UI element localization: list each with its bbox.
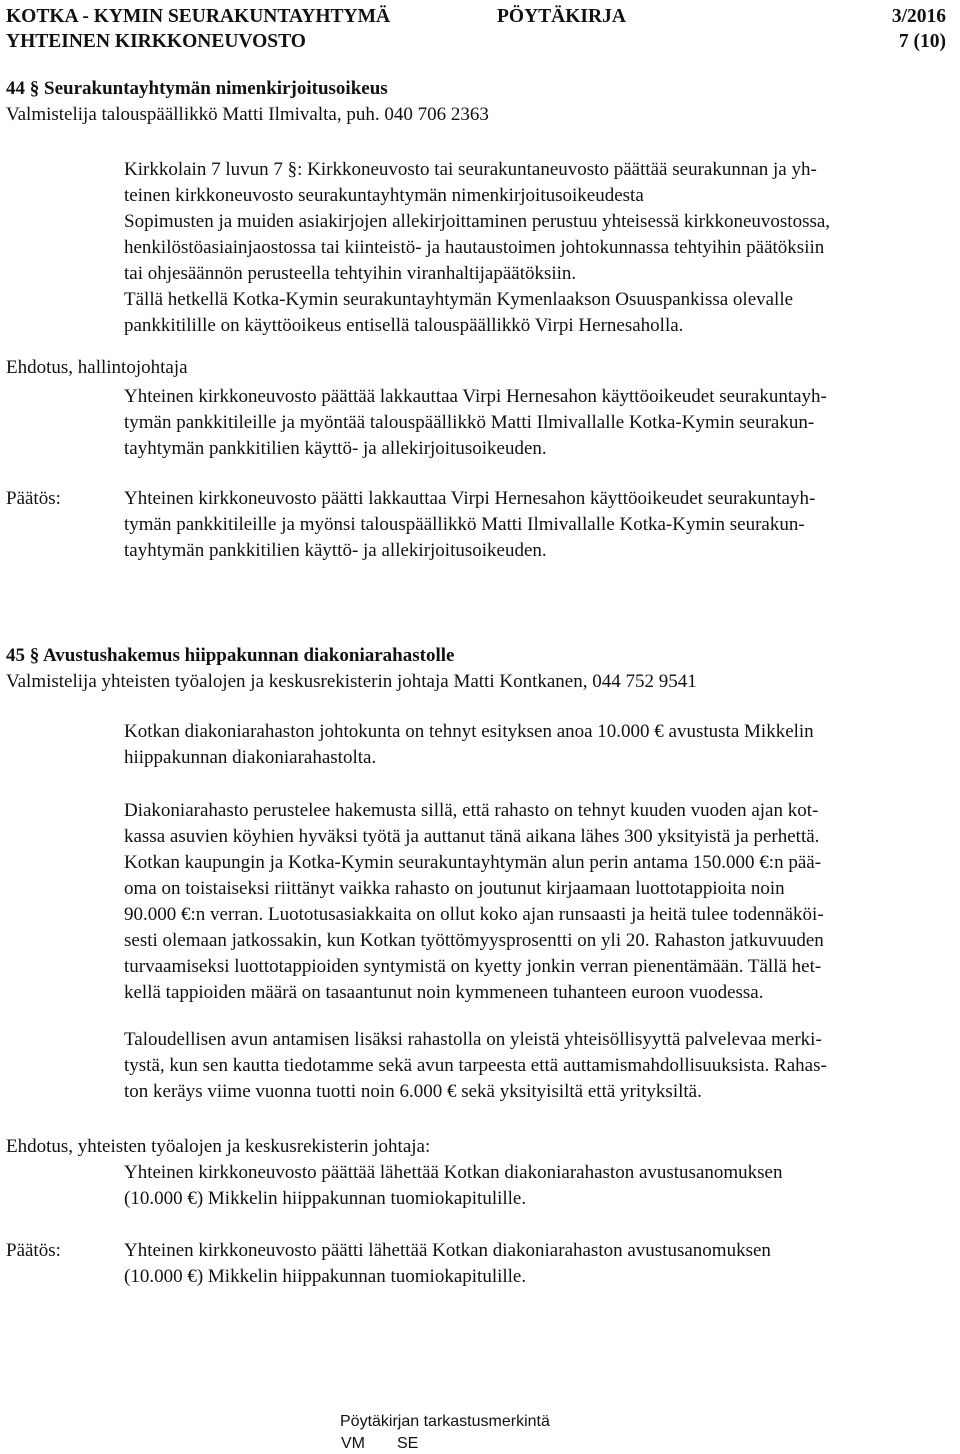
paragraph-line: oma on toistaiseksi riittänyt vaikka rahasto on joutunut kirjaamaan luottotappioita noin	[124, 878, 785, 899]
paragraph-line: 90.000 €:n verran. Luototusasiakkaita on ollut koko ajan runsaasti ja heitä tulee todennäköi-	[124, 904, 824, 925]
proposal-line: Yhteinen kirkkoneuvosto päättää lähettää Kotkan diakoniarahaston avustusanomuksen	[124, 1162, 783, 1183]
decision-line: Yhteinen kirkkoneuvosto päätti lakkauttaa Virpi Hernesahon käyttöoikeudet seurakuntayh-	[124, 488, 816, 509]
section-44-proposal-label: Ehdotus, hallintojohtaja	[6, 357, 188, 378]
paragraph-line: sesti olemaan jatkossakin, kun Kotkan työttömyysprosentti on yli 20. Rahaston jatkuvuuden	[124, 930, 824, 951]
section-45-title: 45 § Avustushakemus hiippakunnan diakoniarahastolle	[6, 645, 455, 666]
paragraph-line: tystä, kun sen kautta tiedotamme sekä avun tarpeesta että auttamismahdollisuuksista. Rahas-	[124, 1055, 827, 1076]
page-number: 7 (10)	[898, 31, 946, 52]
section-45-decision-label: Päätös:	[6, 1240, 61, 1261]
section-45-proposal-label: Ehdotus, yhteisten työalojen ja keskusrekisterin johtaja:	[6, 1136, 431, 1157]
section-45-decision	[124, 1238, 954, 1290]
proposal-line: (10.000 €) Mikkelin hiippakunnan tuomiokapitulille.	[124, 1188, 527, 1209]
footer-initials-2: SE	[397, 1435, 419, 1452]
paragraph-line: hiippakunnan diakoniarahastolta.	[124, 747, 377, 768]
paragraph-line: turvaamiseksi luottotappioiden syntymistä on kyetty jonkin verran pienentämään. Tällä het-	[124, 956, 822, 977]
decision-line: (10.000 €) Mikkelin hiippakunnan tuomiokapitulille.	[124, 1266, 527, 1287]
governing-body: YHTEINEN KIRKKONEUVOSTO	[6, 31, 306, 52]
body-line: Kirkkolain 7 luvun 7 §: Kirkkoneuvosto tai seurakuntaneuvosto päättää seurakunnan ja yh-	[124, 159, 817, 180]
footer-initials-1: VM	[341, 1435, 365, 1452]
paragraph-line: Kotkan diakoniarahaston johtokunta on tehnyt esityksen anoa 10.000 € avustusta Mikkelin	[124, 721, 814, 742]
decision-line: tymän pankkitileille ja myönsi talouspäällikkö Matti Ilmivallalle Kotka-Kymin seurakun-	[124, 514, 805, 535]
paragraph-line: ton keräys viime vuonna tuotti noin 6.000 € sekä yksityisiltä että yrityksiltä.	[124, 1081, 702, 1102]
body-line: Tällä hetkellä Kotka-Kymin seurakuntayhtymän Kymenlaakson Osuuspankissa olevalle	[124, 289, 794, 310]
section-44-decision	[124, 486, 954, 564]
section-45-paragraph-3	[124, 1027, 954, 1105]
section-45-proposal	[124, 1160, 954, 1212]
decision-line: tayhtymän pankkitilien käyttö- ja allekirjoitusoikeuden.	[124, 540, 547, 561]
body-line: teinen kirkkoneuvosto seurakuntayhtymän nimenkirjoitusoikeudesta	[124, 185, 644, 206]
section-44-proposal	[124, 384, 954, 462]
document-number: 3/2016	[891, 6, 946, 27]
proposal-line: Yhteinen kirkkoneuvosto päättää lakkauttaa Virpi Hernesahon käyttöoikeudet seurakuntayh-	[124, 386, 827, 407]
body-line: Sopimusten ja muiden asiakirjojen allekirjoittaminen perustuu yhteisessä kirkkoneuvostossa,	[124, 211, 831, 232]
header-row-2	[6, 29, 946, 55]
paragraph-line: Diakoniarahasto perustelee hakemusta sillä, että rahasto on tehnyt kuuden vuoden ajan kot-	[124, 800, 819, 821]
section-45-preparer: Valmistelija yhteisten työalojen ja keskusrekisterin johtaja Matti Kontkanen, 044 752 9541	[6, 671, 697, 692]
paragraph-line: kellä tappioiden määrä on tasaantunut noin kymmeneen tuhanteen euroon vuodessa.	[124, 982, 764, 1003]
section-44-preparer: Valmistelija talouspäällikkö Matti Ilmivalta, puh. 040 706 2363	[6, 104, 489, 125]
section-44-body	[124, 157, 954, 339]
section-44-decision-label: Päätös:	[6, 488, 61, 509]
document-type: PÖYTÄKIRJA	[497, 6, 626, 27]
body-line: pankkitilille on käyttöoikeus entisellä talouspäällikkö Virpi Hernesaholla.	[124, 315, 684, 336]
paragraph-line: Kotkan kaupungin ja Kotka-Kymin seurakuntayhtymän alun perin antama 150.000 €:n pää-	[124, 852, 822, 873]
decision-line: Yhteinen kirkkoneuvosto päätti lähettää Kotkan diakoniarahaston avustusanomuksen	[124, 1240, 771, 1261]
paragraph-line: Taloudellisen avun antamisen lisäksi rahastolla on yleistä yhteisöllisyyttä palvelevaa merki-	[124, 1029, 822, 1050]
section-45-paragraph-1	[124, 719, 954, 771]
body-line: henkilöstöasiainjaostossa tai kiinteistö- ja hautaustoimen johtokunnassa tehtyihin päätöksiin	[124, 237, 825, 258]
organization-name: KOTKA - KYMIN SEURAKUNTAYHTYMÄ	[6, 6, 391, 27]
paragraph-line: kassa asuvien köyhien hyväksi työtä ja auttanut tänä aikana lähes 300 yksityistä ja perhettä.	[124, 826, 820, 847]
section-44-title: 44 § Seurakuntayhtymän nimenkirjoitusoikeus	[6, 78, 388, 99]
header-row-1	[6, 4, 946, 30]
proposal-line: tymän pankkitileille ja myöntää talouspäällikkö Matti Ilmivallalle Kotka-Kymin seurakun-	[124, 412, 815, 433]
proposal-line: tayhtymän pankkitilien käyttö- ja allekirjoitusoikeuden.	[124, 438, 547, 459]
body-line: tai ohjesäännön perusteella tehtyihin viranhaltijapäätöksiin.	[124, 263, 577, 284]
section-45-paragraph-2	[124, 798, 954, 1006]
footer-label: Pöytäkirjan tarkastusmerkintä	[340, 1413, 550, 1430]
